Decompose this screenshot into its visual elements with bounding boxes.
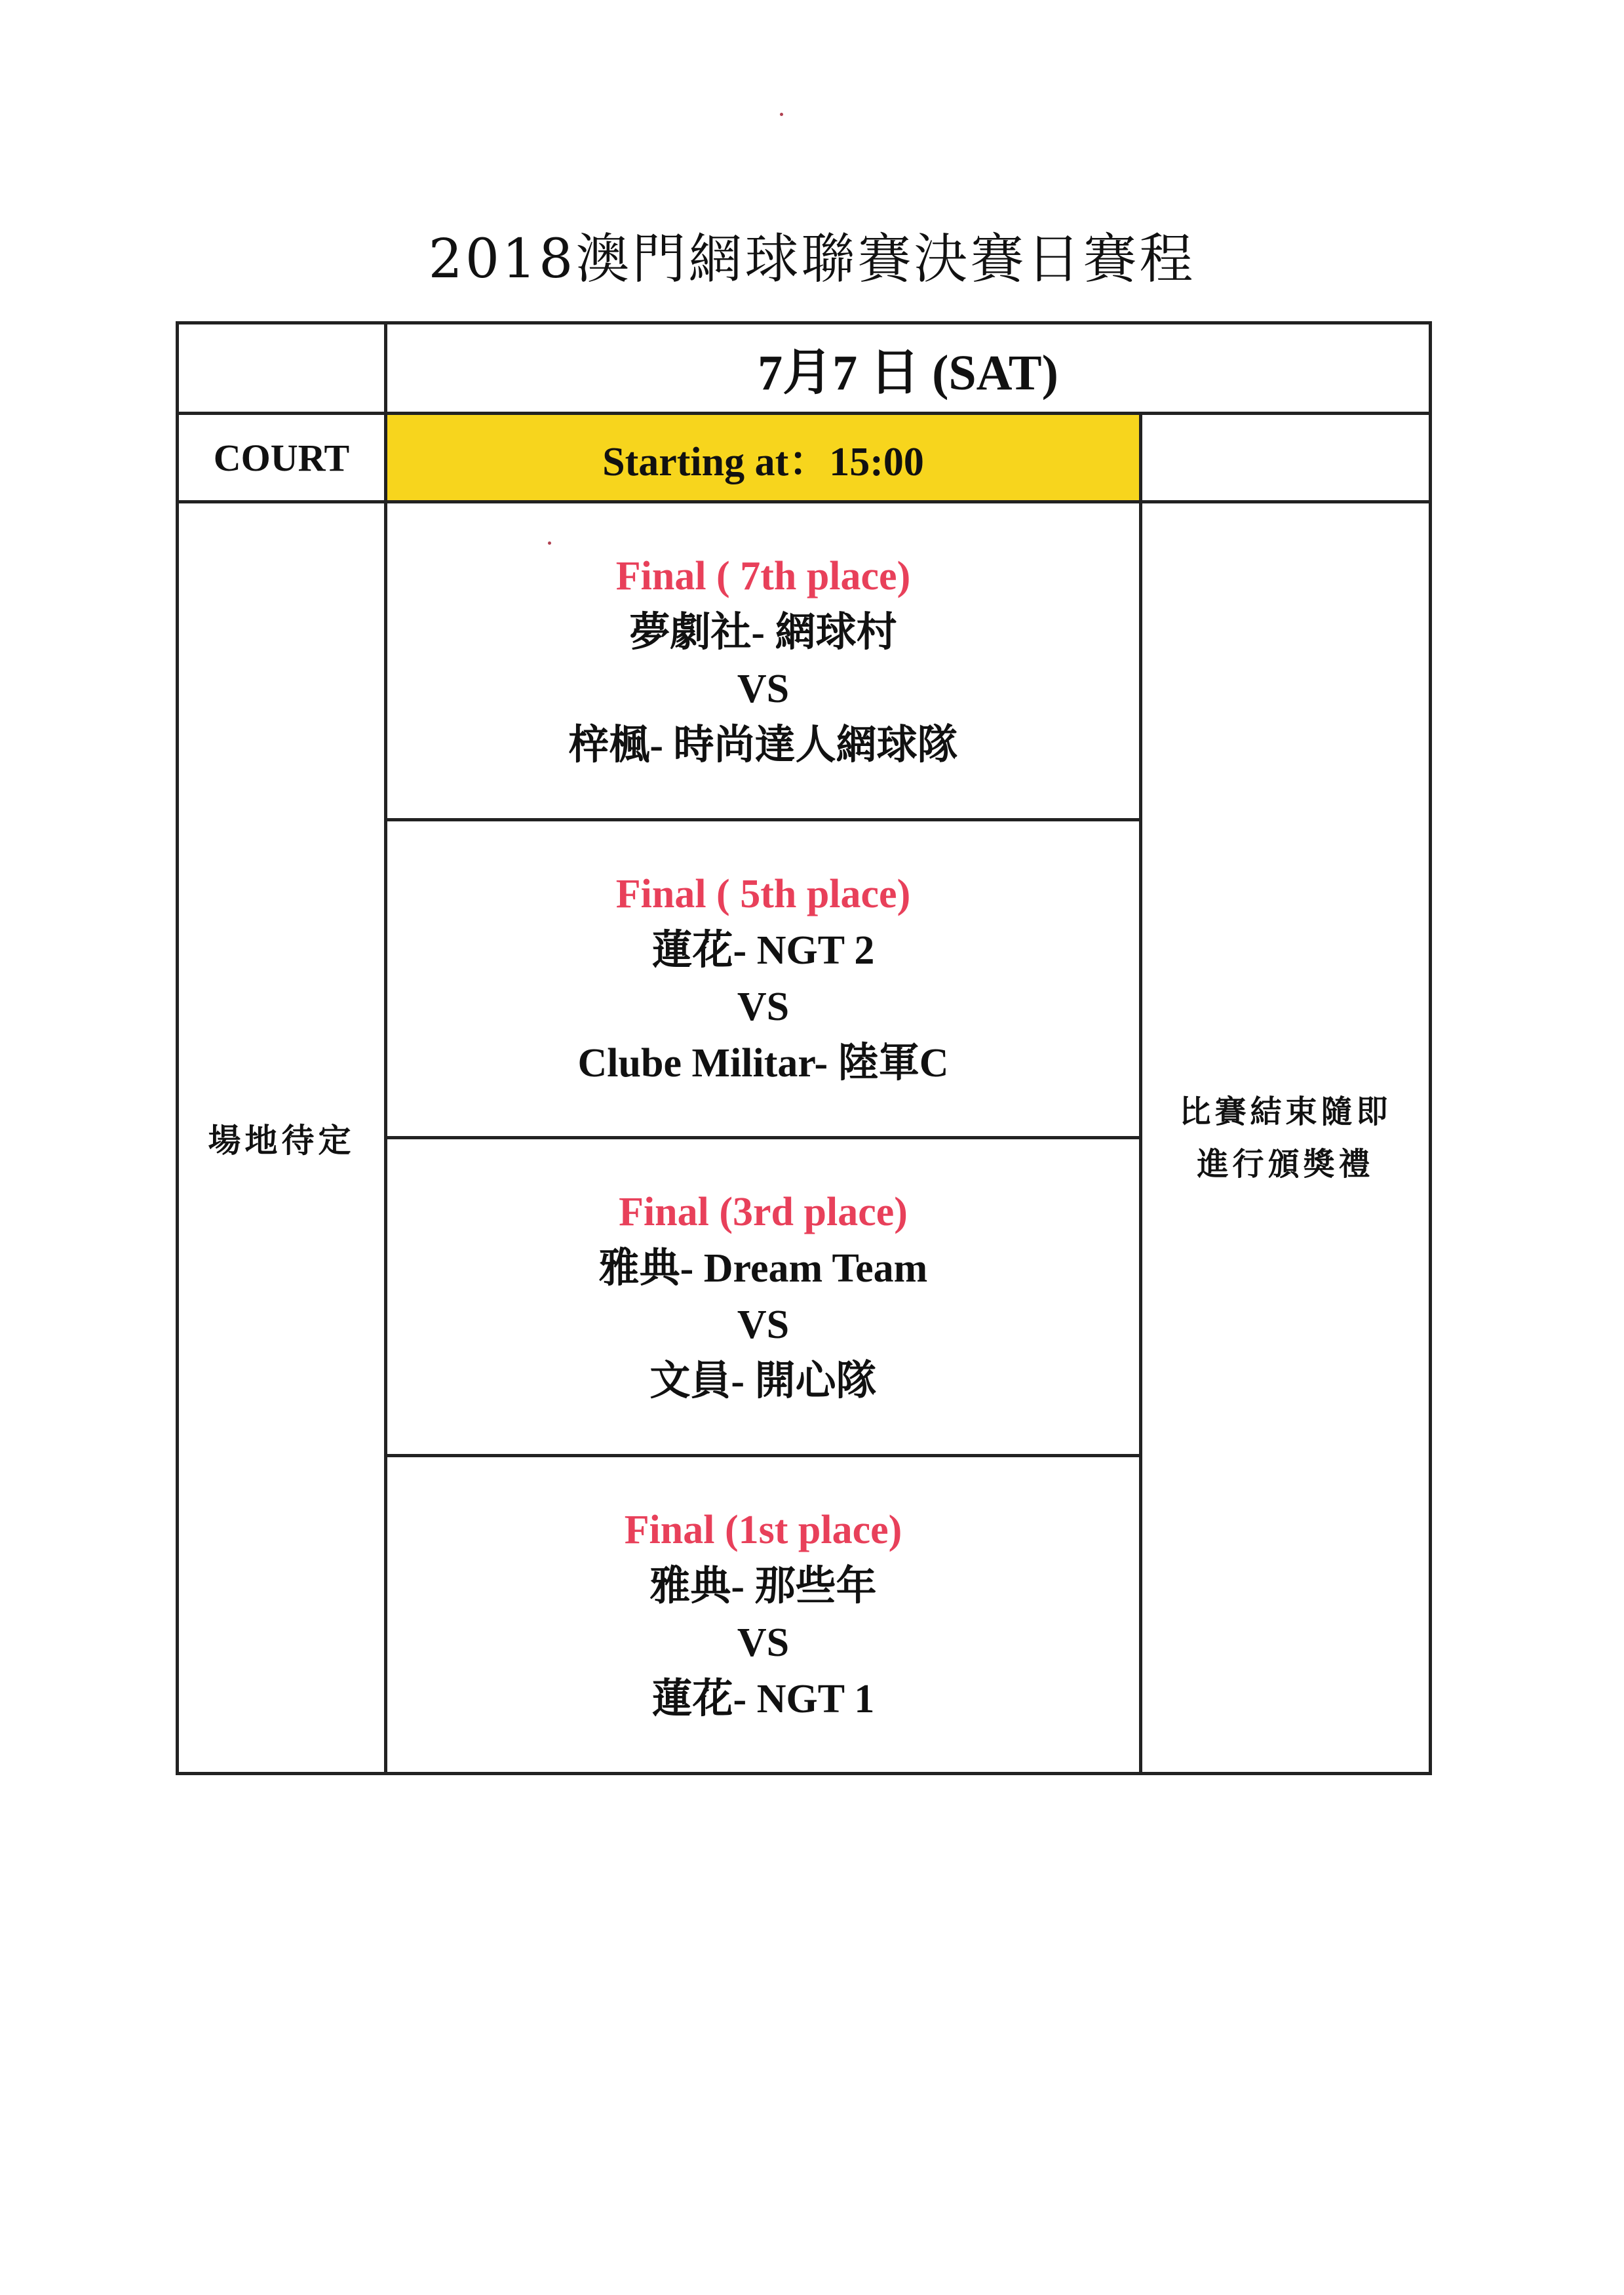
match-cell-7th [386,502,1141,820]
team-one: 蓮花- NGT 2 [651,928,875,973]
vs-label: VS [737,985,790,1029]
team-two: 蓮花- NGT 1 [651,1677,875,1721]
team-one: 夢劇社- 網球村 [629,610,897,655]
match-cell-3rd [386,1138,1141,1456]
vs-label: VS [737,1620,790,1665]
match-title: Final ( 7th place) [615,554,911,598]
schedule-table [176,321,1432,1775]
note-cell [1141,502,1431,1774]
corner-cell [178,323,386,414]
vs-label: VS [737,667,790,711]
match-title: Final ( 5th place) [615,872,911,916]
scan-speck [548,541,551,545]
match-title: Final (1st place) [624,1508,902,1552]
date-row [178,323,1431,414]
match-cell-1st [386,1456,1141,1774]
court-row [178,414,1431,502]
date-header: 7月7 日 (SAT) [386,323,1431,414]
start-time-cell: Starting at：15:00 [386,414,1141,502]
team-two: 梓楓- 時尚達人網球隊 [568,723,958,768]
note-line: 比賽結束隨即 [1179,1093,1392,1130]
scan-speck [780,113,783,116]
venue-cell: 場地待定 [178,502,386,1774]
team-one: 雅典- 那些年 [649,1564,877,1609]
match-cell-5th [386,820,1141,1138]
match-row [178,502,1431,820]
team-one: 雅典- Dream Team [598,1246,928,1291]
team-two: 文員- 開心隊 [649,1359,877,1403]
note-line: 進行頒獎禮 [1197,1145,1374,1183]
vs-label: VS [737,1303,790,1347]
match-title: Final (3rd place) [619,1190,908,1234]
blank-cell [1141,414,1431,502]
court-label: COURT [178,414,386,502]
page-title: 2018澳門網球聯賽決賽日賽程 [428,228,1196,290]
team-two: Clube Militar- 陸軍C [577,1041,949,1086]
